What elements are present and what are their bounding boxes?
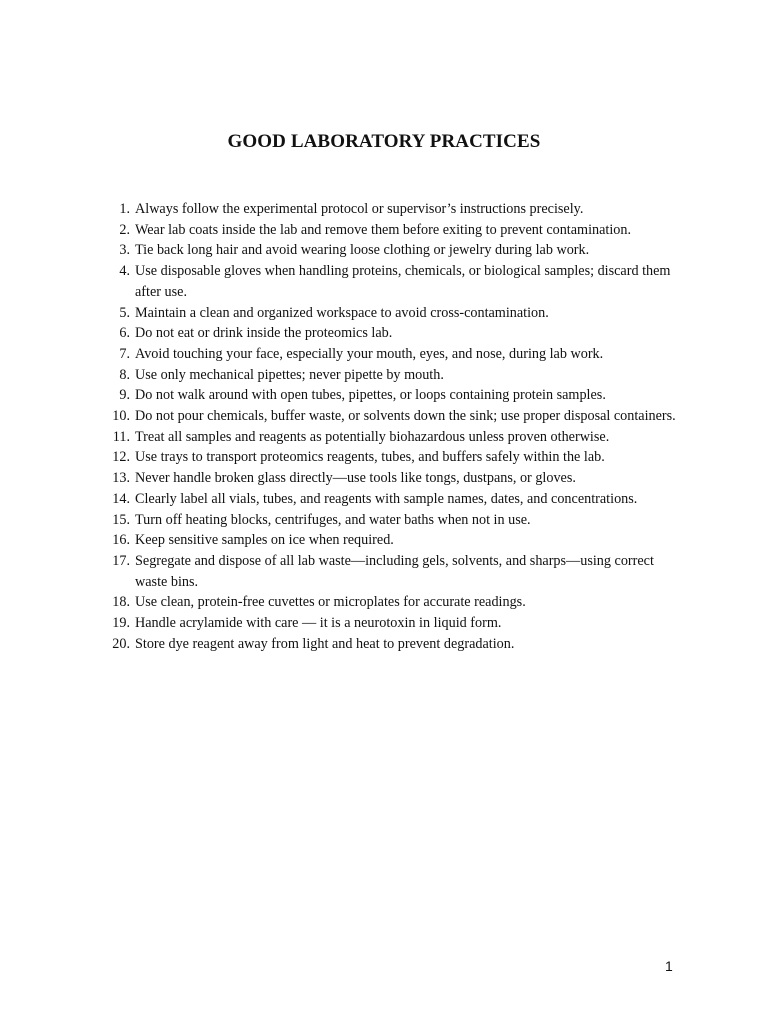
item-text: Maintain a clean and organized workspace to avoid cross-contamination.: [135, 304, 549, 321]
list-item: [108, 427, 688, 448]
item-text: Treat all samples and reagents as potentially biohazardous unless proven otherwise.: [135, 428, 610, 445]
item-number: 5.: [119, 304, 130, 321]
item-number: 17.: [112, 552, 130, 569]
item-text: Keep sensitive samples on ice when required.: [135, 532, 394, 549]
practices-list: [108, 199, 688, 654]
item-text: Always follow the experimental protocol or supervisor’s instructions precisely.: [135, 201, 584, 217]
list-item: [108, 592, 688, 613]
page-title: GOOD LABORATORY PRACTICES: [227, 131, 541, 152]
list-item: [108, 510, 688, 531]
page-number: 1: [665, 958, 673, 974]
list-item: [108, 323, 688, 344]
list-item: [108, 199, 688, 220]
item-number: 9.: [119, 387, 130, 404]
list-item: [108, 634, 688, 655]
list-item: [108, 447, 688, 468]
list-item: [108, 530, 688, 551]
list-item: [108, 468, 688, 489]
item-number: 14.: [112, 490, 130, 507]
item-text: Use only mechanical pipettes; never pipette by mouth.: [135, 366, 444, 383]
item-number: 2.: [119, 221, 130, 238]
item-number: 4.: [119, 263, 130, 280]
item-number: 11.: [112, 428, 130, 445]
list-item: [108, 344, 688, 365]
item-number: 6.: [119, 325, 130, 342]
item-number: 20.: [112, 635, 130, 652]
item-number: 1.: [119, 201, 130, 217]
item-text: Handle acrylamide with care — it is a neurotoxin in liquid form.: [135, 615, 502, 632]
item-text: Use disposable gloves when handling proteins, chemicals, or biological samples; discard them after use.: [135, 263, 671, 300]
item-text: Clearly label all vials, tubes, and reagents with sample names, dates, and concentrations.: [135, 490, 638, 507]
item-number: 19.: [112, 615, 130, 632]
item-text: Do not walk around with open tubes, pipettes, or loops containing protein samples.: [135, 387, 606, 404]
item-number: 7.: [119, 345, 130, 362]
item-text: Store dye reagent away from light and heat to prevent degradation.: [135, 635, 515, 652]
item-text: Use trays to transport proteomics reagents, tubes, and buffers safely within the lab.: [135, 449, 605, 466]
list-item: [108, 489, 688, 510]
list-item: [108, 261, 688, 302]
list-item: [108, 220, 688, 241]
list-item: [108, 613, 688, 634]
item-text: Do not eat or drink inside the proteomics lab.: [135, 325, 393, 342]
item-text: Tie back long hair and avoid wearing loose clothing or jewelry during lab work.: [135, 242, 590, 259]
item-text: Do not pour chemicals, buffer waste, or solvents down the sink; use proper disposal containers.: [135, 408, 676, 425]
list-item: [108, 406, 688, 427]
item-text: Never handle broken glass directly—use tools like tongs, dustpans, or gloves.: [135, 470, 576, 487]
list-item: [108, 551, 688, 592]
item-number: 8.: [119, 366, 130, 383]
item-number: 16.: [112, 532, 130, 549]
item-number: 13.: [112, 470, 130, 487]
item-text: Use clean, protein-free cuvettes or microplates for accurate readings.: [135, 594, 526, 611]
list-item: [108, 303, 688, 324]
list-item: [108, 385, 688, 406]
item-number: 15.: [112, 511, 130, 528]
list-item: [108, 240, 688, 261]
item-number: 12.: [112, 449, 130, 466]
item-number: 10.: [112, 408, 130, 425]
item-number: 3.: [119, 242, 130, 259]
item-text: Avoid touching your face, especially your mouth, eyes, and nose, during lab work.: [135, 345, 604, 362]
item-number: 18.: [112, 594, 130, 611]
list-item: [108, 365, 688, 386]
item-text: Turn off heating blocks, centrifuges, and water baths when not in use.: [135, 511, 531, 528]
item-text: Wear lab coats inside the lab and remove them before exiting to prevent contamination.: [135, 221, 632, 238]
item-text: Segregate and dispose of all lab waste—including gels, solvents, and sharps—using correct waste bins.: [135, 552, 654, 590]
